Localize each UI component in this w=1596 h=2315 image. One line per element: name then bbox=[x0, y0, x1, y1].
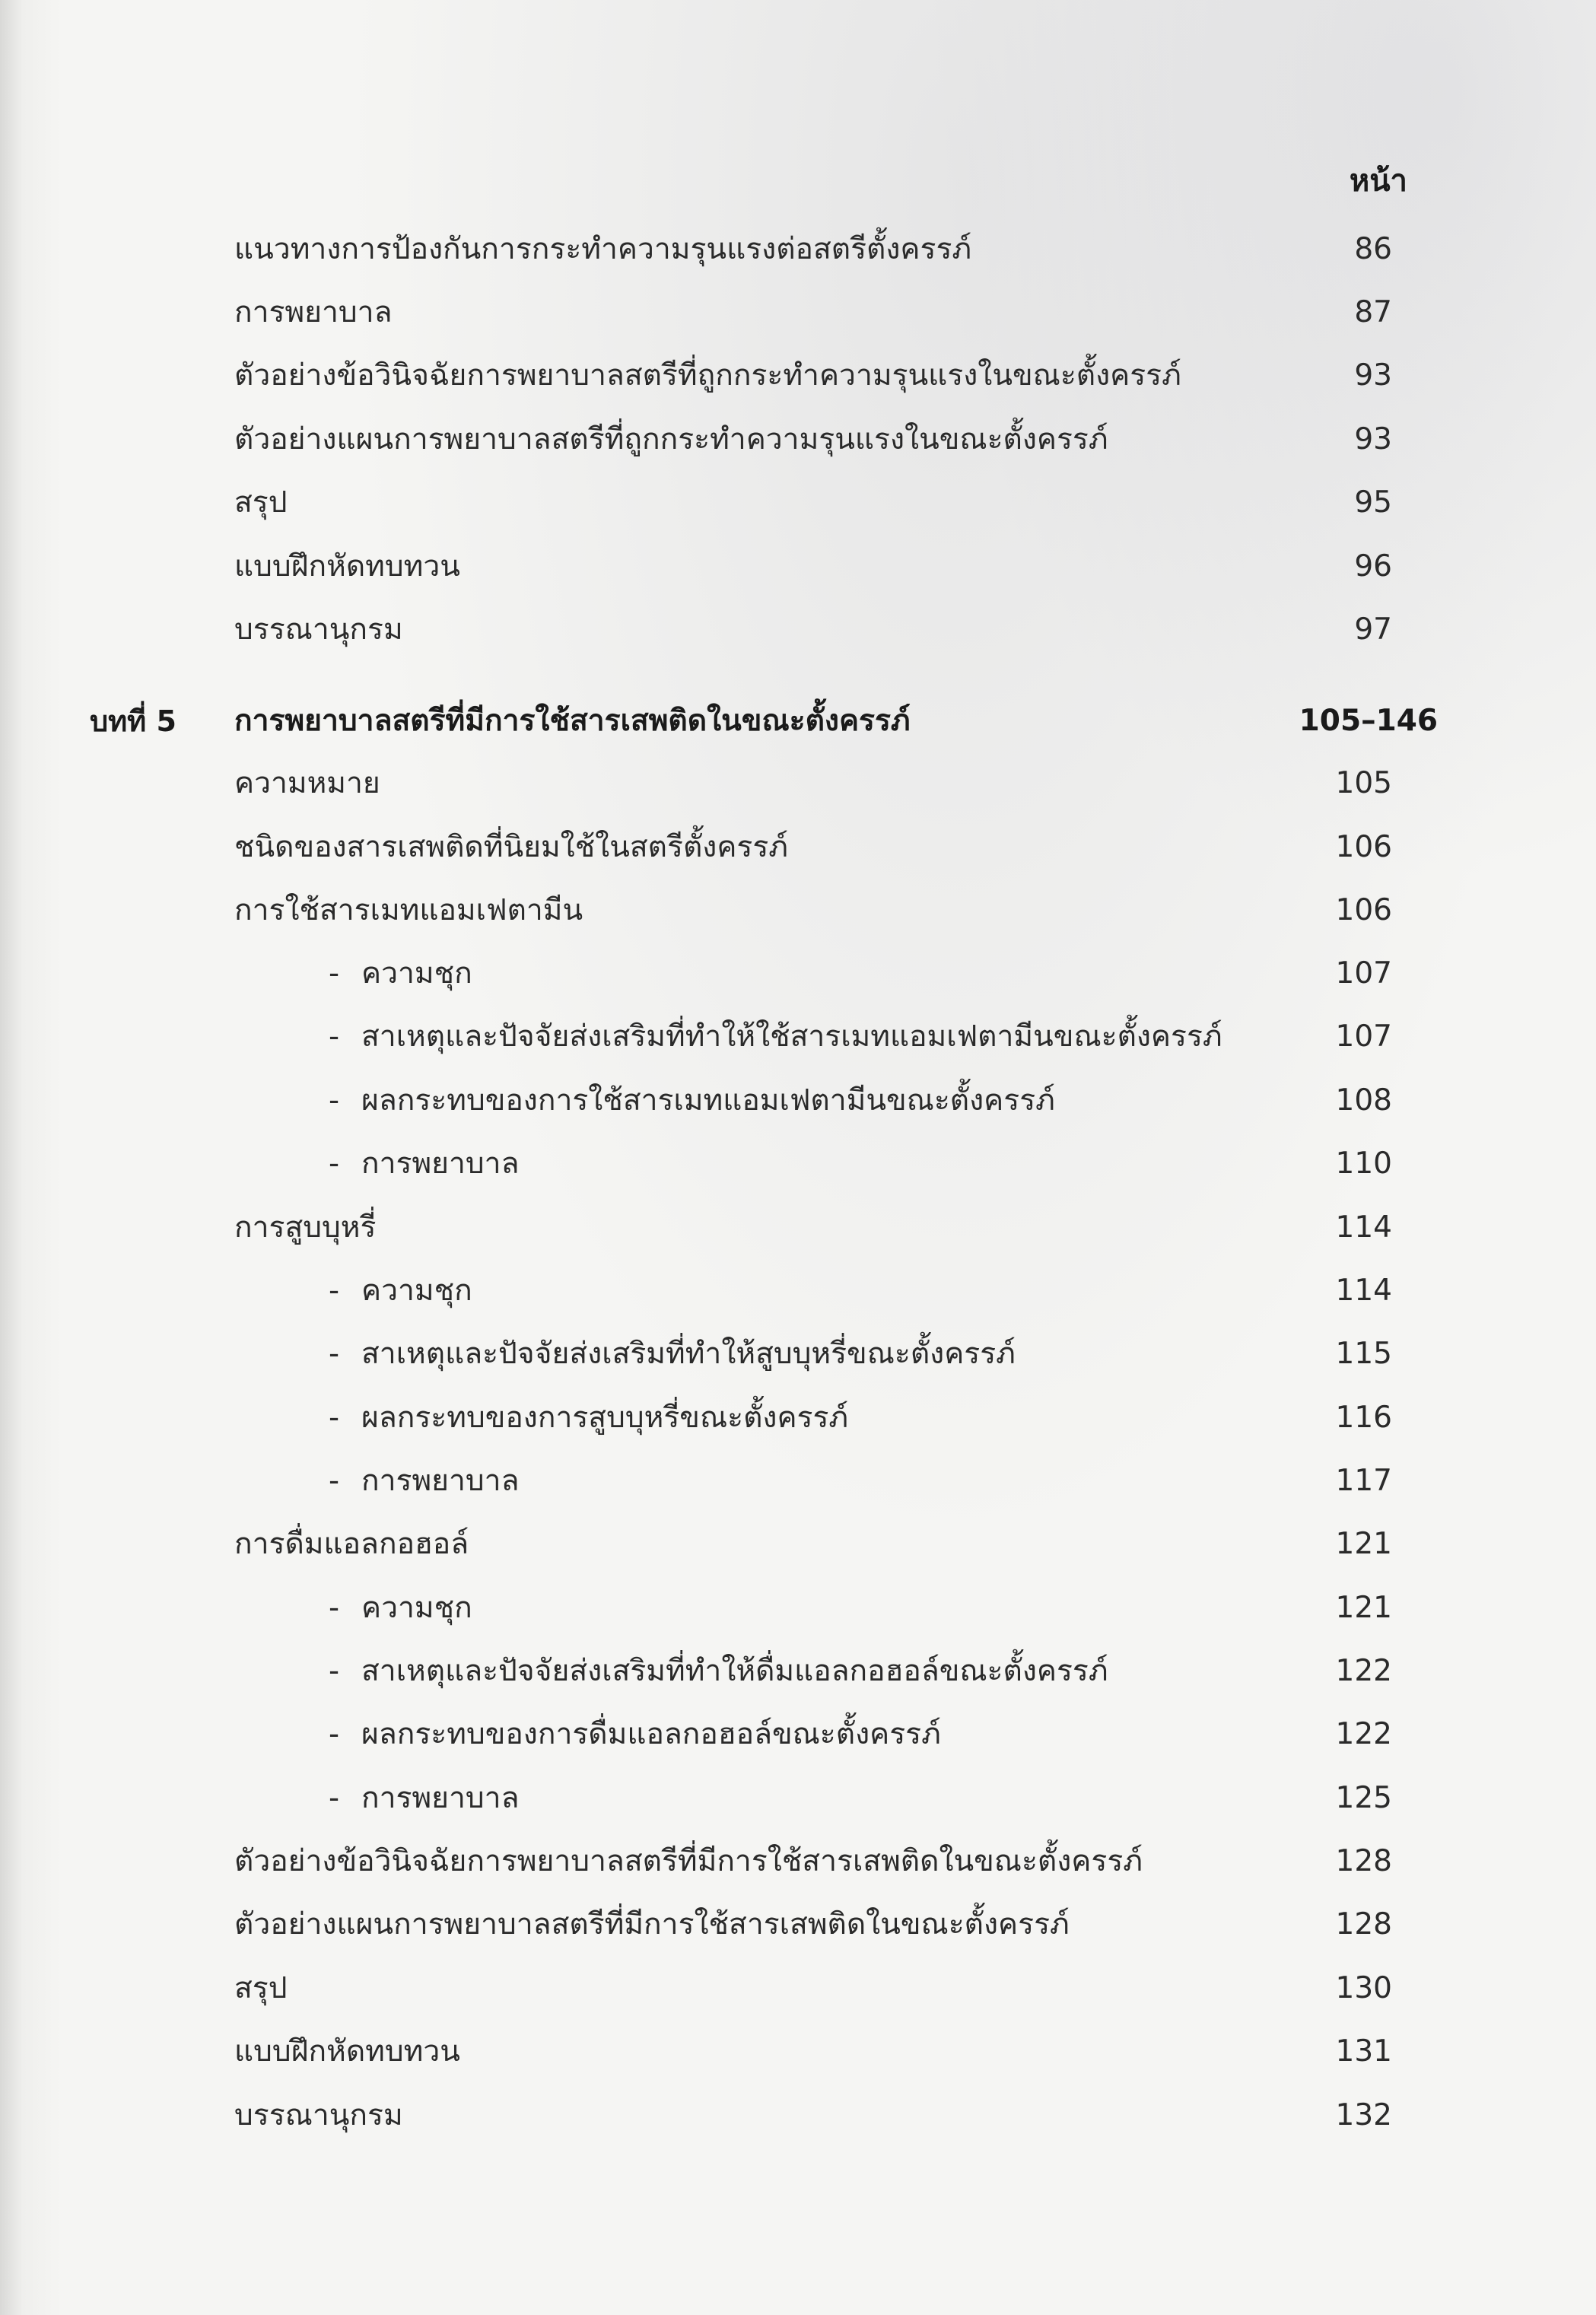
bullet-dash: - bbox=[329, 1019, 340, 1054]
bullet-dash: - bbox=[329, 1146, 340, 1181]
entry-page-number: 128 bbox=[1335, 1844, 1392, 1878]
toc-entry-row bbox=[0, 2027, 1596, 2076]
entry-page-number: 121 bbox=[1335, 1527, 1392, 1561]
toc-entry-row bbox=[0, 1837, 1596, 1886]
toc-entry-row bbox=[0, 823, 1596, 872]
toc-entry-row bbox=[0, 225, 1596, 274]
bullet-dash: - bbox=[329, 1274, 340, 1308]
page-column-header: หน้า bbox=[1349, 164, 1407, 199]
entry-page-number: 115 bbox=[1335, 1337, 1392, 1371]
entry-page-number: 122 bbox=[1335, 1717, 1392, 1751]
bullet-dash: - bbox=[329, 1717, 340, 1751]
entry-page-number: 105 bbox=[1335, 766, 1392, 800]
chapter-page-range: 105–146 bbox=[1299, 704, 1438, 738]
entry-title: การดื่มแอลกอฮอล์ bbox=[234, 1527, 469, 1561]
entry-title: แบบฝึกหัดทบทวน bbox=[234, 2034, 460, 2069]
entry-title: ชนิดของสารเสพติดที่นิยมใช้ในสตรีตั้งครรภ์ bbox=[234, 830, 789, 864]
toc-entry-row bbox=[0, 2091, 1596, 2140]
entry-title: สาเหตุและปัจจัยส่งเสริมที่ทำให้สูบบุหรี่ขณะตั้งครรภ์ bbox=[361, 1337, 1016, 1371]
bullet-dash: - bbox=[329, 956, 340, 991]
entry-title: บรรณานุกรม bbox=[234, 2098, 403, 2132]
toc-chapter-row bbox=[0, 697, 1596, 746]
toc-entry-row bbox=[0, 1457, 1596, 1506]
entry-title: ผลกระทบของการใช้สารเมทแอมเฟตามีนขณะตั้งครรภ์ bbox=[361, 1083, 1055, 1118]
toc-entry-row bbox=[0, 351, 1596, 400]
toc-entry-row bbox=[0, 288, 1596, 337]
toc-entry-row bbox=[0, 1013, 1596, 1061]
bullet-dash: - bbox=[329, 1654, 340, 1688]
bullet-dash: - bbox=[329, 1401, 340, 1435]
entry-page-number: 117 bbox=[1335, 1464, 1392, 1498]
bullet-dash: - bbox=[329, 1337, 340, 1371]
entry-title: ตัวอย่างแผนการพยาบาลสตรีที่มีการใช้สารเสพติดในขณะตั้งครรภ์ bbox=[234, 1907, 1070, 1941]
entry-page-number: 86 bbox=[1354, 232, 1392, 266]
entry-page-number: 114 bbox=[1335, 1210, 1392, 1245]
entry-page-number: 108 bbox=[1335, 1083, 1392, 1118]
entry-title: การสูบบุหรี่ bbox=[234, 1210, 377, 1245]
toc-entry-row bbox=[0, 1140, 1596, 1188]
entry-title: การพยาบาล bbox=[234, 295, 393, 329]
entry-title: การพยาบาล bbox=[361, 1464, 520, 1498]
toc-entry-row bbox=[0, 1900, 1596, 1949]
entry-page-number: 122 bbox=[1335, 1654, 1392, 1688]
toc-entry-row bbox=[0, 1330, 1596, 1379]
toc-entry-row bbox=[0, 1647, 1596, 1696]
toc-entry-row bbox=[0, 1710, 1596, 1759]
entry-title: แบบฝึกหัดทบทวน bbox=[234, 549, 460, 584]
toc-entry-row bbox=[0, 1964, 1596, 2013]
entry-title: ตัวอย่างแผนการพยาบาลสตรีที่ถูกกระทำความรุนแรงในขณะตั้งครรภ์ bbox=[234, 422, 1108, 456]
entry-page-number: 130 bbox=[1335, 1971, 1392, 2005]
entry-page-number: 93 bbox=[1354, 422, 1392, 456]
entry-page-number: 87 bbox=[1354, 295, 1392, 329]
toc-entry-row bbox=[0, 886, 1596, 935]
bullet-dash: - bbox=[329, 1464, 340, 1498]
toc-entry-row bbox=[0, 1584, 1596, 1633]
entry-page-number: 97 bbox=[1354, 612, 1392, 647]
chapter-number: บทที่ 5 bbox=[90, 704, 176, 738]
toc-entry-row bbox=[0, 1394, 1596, 1442]
entry-page-number: 132 bbox=[1335, 2098, 1392, 2132]
entry-page-number: 96 bbox=[1354, 549, 1392, 584]
entry-page-number: 110 bbox=[1335, 1146, 1392, 1181]
entry-title: ความชุก bbox=[361, 956, 472, 991]
entry-title: ความชุก bbox=[361, 1591, 472, 1625]
toc-entry-row bbox=[0, 1520, 1596, 1569]
bullet-dash: - bbox=[329, 1591, 340, 1625]
entry-title: ตัวอย่างข้อวินิจฉัยการพยาบาลสตรีที่มีการใช้สารเสพติดในขณะตั้งครรภ์ bbox=[234, 1844, 1143, 1878]
entry-page-number: 106 bbox=[1335, 830, 1392, 864]
toc-entry-row bbox=[0, 1267, 1596, 1315]
entry-page-number: 131 bbox=[1335, 2034, 1392, 2069]
entry-title: สาเหตุและปัจจัยส่งเสริมที่ทำให้ใช้สารเมทแอมเฟตามีนขณะตั้งครรภ์ bbox=[361, 1019, 1222, 1054]
entry-title: การใช้สารเมทแอมเฟตามีน bbox=[234, 893, 583, 927]
entry-page-number: 107 bbox=[1335, 956, 1392, 991]
entry-title: ผลกระทบของการสูบบุหรี่ขณะตั้งครรภ์ bbox=[361, 1401, 849, 1435]
entry-title: แนวทางการป้องกันการกระทำความรุนแรงต่อสตรีตั้งครรภ์ bbox=[234, 232, 972, 266]
entry-page-number: 125 bbox=[1335, 1781, 1392, 1815]
entry-title: ความหมาย bbox=[234, 766, 380, 800]
bullet-dash: - bbox=[329, 1781, 340, 1815]
entry-page-number: 107 bbox=[1335, 1019, 1392, 1054]
entry-page-number: 114 bbox=[1335, 1274, 1392, 1308]
toc-entry-row bbox=[0, 1204, 1596, 1252]
toc-entry-row bbox=[0, 542, 1596, 591]
toc-entry-row bbox=[0, 606, 1596, 654]
entry-title: การพยาบาล bbox=[361, 1146, 520, 1181]
toc-entry-row bbox=[0, 479, 1596, 527]
entry-page-number: 95 bbox=[1354, 485, 1392, 520]
toc-entry-row bbox=[0, 1774, 1596, 1823]
entry-page-number: 121 bbox=[1335, 1591, 1392, 1625]
entry-title: การพยาบาล bbox=[361, 1781, 520, 1815]
toc-entry-row bbox=[0, 759, 1596, 808]
entry-page-number: 93 bbox=[1354, 358, 1392, 393]
entry-page-number: 106 bbox=[1335, 893, 1392, 927]
entry-title: ผลกระทบของการดื่มแอลกอฮอล์ขณะตั้งครรภ์ bbox=[361, 1717, 941, 1751]
entry-title: ตัวอย่างข้อวินิจฉัยการพยาบาลสตรีที่ถูกกระทำความรุนแรงในขณะตั้งครรภ์ bbox=[234, 358, 1181, 393]
toc-entry-row bbox=[0, 1076, 1596, 1125]
chapter-title: การพยาบาลสตรีที่มีการใช้สารเสพติดในขณะตั้งครรภ์ bbox=[234, 704, 911, 738]
entry-title: ความชุก bbox=[361, 1274, 472, 1308]
entry-title: สรุป bbox=[234, 1971, 288, 2005]
entry-page-number: 116 bbox=[1335, 1401, 1392, 1435]
entry-title: สาเหตุและปัจจัยส่งเสริมที่ทำให้ดื่มแอลกอฮอล์ขณะตั้งครรภ์ bbox=[361, 1654, 1108, 1688]
toc-entry-row bbox=[0, 949, 1596, 998]
entry-title: บรรณานุกรม bbox=[234, 612, 403, 647]
bullet-dash: - bbox=[329, 1083, 340, 1118]
toc-entry-row bbox=[0, 415, 1596, 464]
entry-page-number: 128 bbox=[1335, 1907, 1392, 1941]
entry-title: สรุป bbox=[234, 485, 288, 520]
